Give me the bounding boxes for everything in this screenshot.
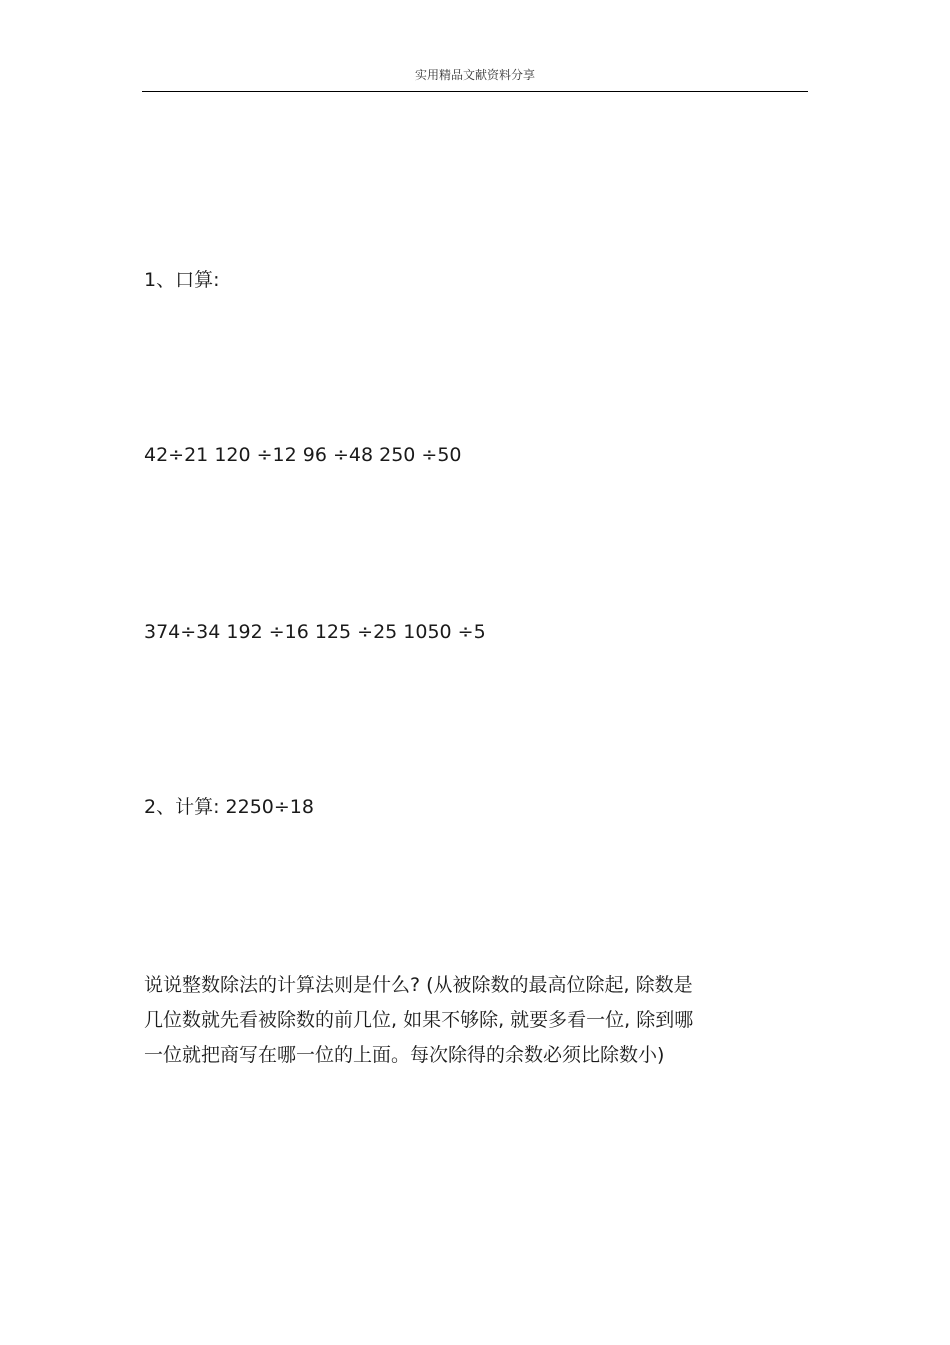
explanation-line-3: 一位就把商写在哪一位的上面。每次除得的余数必须比除数小) (144, 1044, 665, 1066)
section-2-heading: 2、计算: 2250÷18 (144, 796, 314, 818)
explanation-line-1: 说说整数除法的计算法则是什么? (从被除数的最高位除起, 除数是 (144, 974, 693, 996)
explanation-line-2: 几位数就先看被除数的前几位, 如果不够除, 就要多看一位, 除到哪 (144, 1009, 694, 1031)
explanation-paragraph (144, 968, 814, 1073)
mental-math-row-2: 374÷34 192 ÷16 125 ÷25 1050 ÷5 (144, 621, 486, 643)
page-header: 实用精品文献资料分享 (414, 68, 535, 82)
header-divider (142, 91, 808, 92)
section-1-heading: 1、口算: (144, 269, 220, 291)
mental-math-row-1: 42÷21 120 ÷12 96 ÷48 250 ÷50 (144, 444, 462, 466)
